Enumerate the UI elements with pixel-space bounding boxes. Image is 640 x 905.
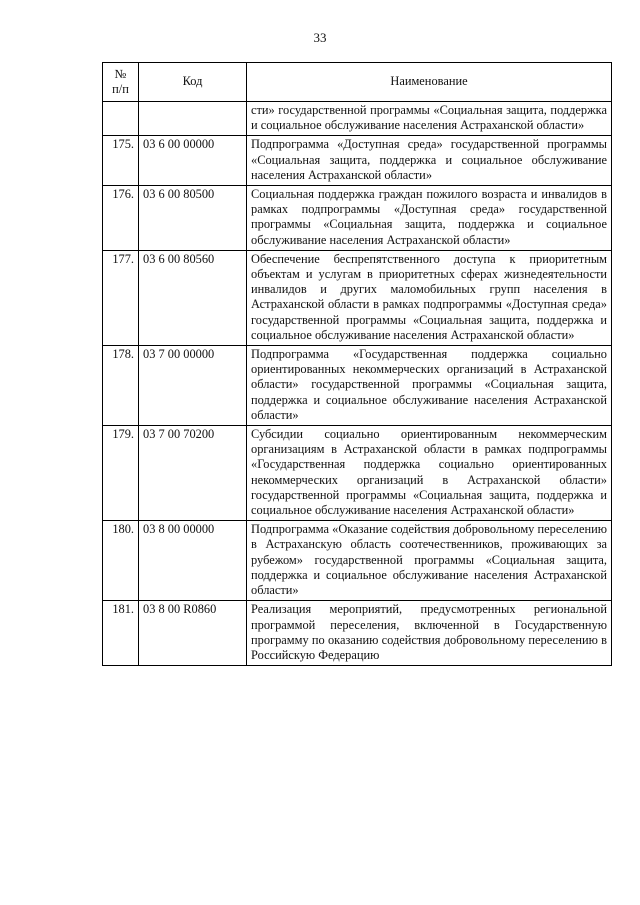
table-row [103,186,612,251]
row-number: 177. [103,250,139,345]
row-number: 178. [103,346,139,426]
table-row [103,346,612,426]
row-code: 03 7 00 70200 [139,426,247,521]
row-code: 03 6 00 00000 [139,136,247,186]
table-row [103,102,612,136]
header-number-line2: п/п [112,82,129,96]
row-code: 03 6 00 80500 [139,186,247,251]
table-row [103,601,612,666]
row-code: 03 7 00 00000 [139,346,247,426]
header-name: Наименование [247,63,612,102]
row-name: Субсидии социально ориентированным некоммерческим организациям в Астраханской области в рамках подпрограммы «Государственная поддержка социально ориентированных некоммерческих организаций в Астраханской области» государственной программы «Социальная защита, поддержка и социальное обслуживание населения Астраханской области» [247,426,612,521]
row-name: Подпрограмма «Оказание содействия добровольному переселению в Астраханскую область соотечественников, проживающих за рубежом» государственной программы «Социальная защита, поддержка и социальное обслуживание населения Астраханской области» [247,521,612,601]
header-number-line1: № [114,67,127,81]
page-number: 33 [313,30,327,45]
table-row [103,250,612,345]
header-code: Код [139,63,247,102]
row-number: 175. [103,136,139,186]
row-code: 03 6 00 80560 [139,250,247,345]
row-number: 179. [103,426,139,521]
row-name: Реализация мероприятий, предусмотренных региональной программой переселения, включенной в Государственную программу по оказанию содействия добровольному переселению в Российскую Федерацию [247,601,612,666]
row-code: 03 8 00 00000 [139,521,247,601]
row-name: Социальная поддержка граждан пожилого возраста и инвалидов в рамках подпрограммы «Доступная среда» государственной программы «Социальная защита, поддержка и социальное обслуживание населения Астраханской области» [247,186,612,251]
row-number: 180. [103,521,139,601]
table-row [103,426,612,521]
row-code: 03 8 00 R0860 [139,601,247,666]
table-header-row [103,63,612,102]
row-name: Подпрограмма «Доступная среда» государственной программы «Социальная защита, поддержка и социальное обслуживание населения Астраханской области» [247,136,612,186]
row-number [103,102,139,136]
classification-table [102,62,612,666]
row-number: 176. [103,186,139,251]
table-row [103,136,612,186]
table-row [103,521,612,601]
row-number: 181. [103,601,139,666]
header-number [103,63,139,102]
row-name: Подпрограмма «Государственная поддержка социально ориентированных некоммерческих организаций в Астраханской области» государственной программы «Социальная защита, поддержка и социальное обслуживание населения Астраханской области» [247,346,612,426]
row-name: Обеспечение беспрепятственного доступа к приоритетным объектам и услугам в приоритетных сферах жизнедеятельности инвалидов и других маломобильных групп населения в Астраханской области в рамках подпрограммы «Доступная среда» государственной программы «Социальная защита, поддержка и социальное обслуживание населения Астраханской области» [247,250,612,345]
row-name: сти» государственной программы «Социальная защита, поддержка и социальное обслуживание населения Астраханской области» [247,102,612,136]
row-code [139,102,247,136]
